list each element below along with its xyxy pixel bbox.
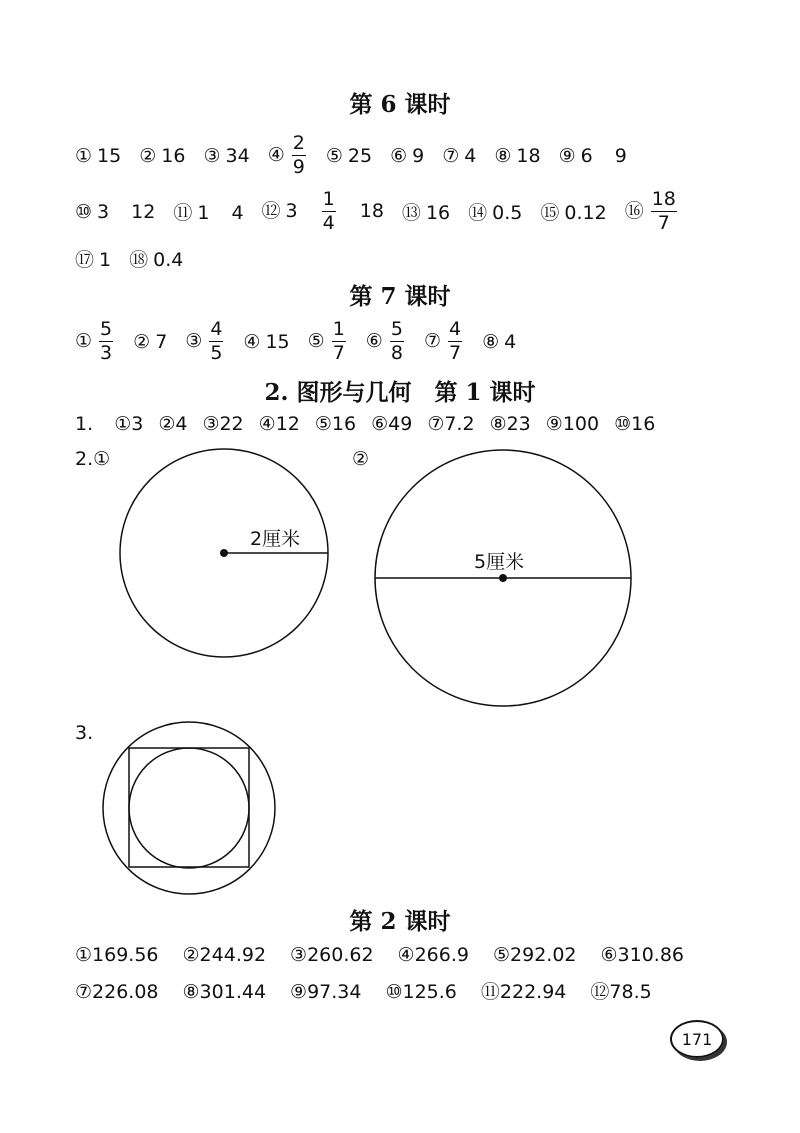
answer-value: 1 (197, 202, 210, 224)
q3-label: 3. (75, 722, 94, 744)
fraction-numerator: 4 (448, 318, 462, 340)
answer-marker: ⑯ (624, 200, 644, 222)
radius-label: 2厘米 (250, 528, 301, 550)
fraction-denominator: 8 (390, 342, 403, 364)
fraction-numerator: 5 (390, 318, 403, 340)
answer-value: 0.4 (153, 249, 184, 271)
answer-marker: ⑪ (173, 202, 193, 224)
lesson2-answer: ①169.56 (75, 944, 159, 966)
answer-value: 4 (231, 202, 244, 224)
fraction-denominator: 3 (100, 342, 113, 364)
q1-answer: ①3 (114, 413, 144, 435)
fraction-denominator: 4 (322, 212, 335, 234)
answer-value: 9 (412, 144, 425, 167)
answer-value: 7 (155, 330, 168, 353)
page-number: 171 (670, 1020, 724, 1058)
fraction-numerator: 18 (651, 188, 676, 210)
answer-value: 18 (359, 200, 384, 222)
q1-answer: ⑥49 (371, 413, 413, 435)
q1-answer: ⑦7.2 (427, 413, 475, 435)
answer-marker: ③ (185, 330, 203, 352)
fraction-numerator: 4 (210, 318, 223, 340)
answer-value: 4 (464, 144, 477, 167)
lesson2-answer: ⑧301.44 (182, 981, 267, 1003)
q2-label: 2.① (75, 448, 111, 470)
q1-answer: ⑩16 (614, 413, 656, 435)
lesson6-title: 第 6 课时 (349, 91, 451, 118)
answer-value: 25 (347, 144, 373, 167)
answer-marker: ⑬ (401, 202, 421, 224)
center-dot-1 (220, 549, 228, 557)
center-dot-2 (499, 574, 507, 582)
answer-marker: ④ (267, 144, 285, 166)
answer-value: 6 (580, 144, 593, 167)
fraction-numerator: 5 (100, 318, 113, 340)
lesson2-title: 第 2 课时 (349, 908, 451, 935)
q1-answer: ④12 (258, 413, 300, 435)
answer-value: 16 (161, 144, 186, 167)
answer-marker: ⑦ (442, 144, 460, 167)
fraction-denominator: 9 (292, 156, 305, 178)
answer-marker: ⑩ (75, 200, 93, 223)
answer-value: 3 (97, 200, 110, 223)
q2-label-2: ② (352, 448, 370, 470)
fraction-denominator: 7 (448, 342, 462, 364)
fraction-denominator: 5 (210, 342, 223, 364)
answer-marker: ⑤ (325, 144, 343, 167)
lesson7-title: 第 7 课时 (349, 283, 451, 310)
answer-marker: ⑧ (494, 144, 512, 167)
lesson2-answer: ②244.92 (182, 944, 267, 966)
answer-marker: ③ (203, 144, 221, 167)
answer-marker: ② (139, 144, 157, 167)
answer-marker: ⑱ (129, 249, 149, 271)
fraction-denominator: 7 (657, 212, 670, 234)
answer-marker: ⑥ (390, 144, 408, 167)
answer-marker: ① (75, 330, 93, 352)
lesson2-answer: ⑪222.94 (480, 981, 567, 1003)
fraction-numerator: 1 (322, 188, 335, 210)
q1-answer: ⑧23 (489, 413, 531, 435)
answer-marker: ⑦ (423, 330, 441, 352)
q1-answer: ②4 (158, 413, 188, 435)
answer-marker: ⑮ (540, 202, 560, 224)
answer-value: 16 (425, 202, 451, 224)
fraction-numerator: 1 (332, 318, 345, 340)
answer-value: 18 (516, 144, 541, 167)
answer-value: 9 (614, 144, 627, 167)
lesson2-row2 (75, 977, 676, 1004)
answer-marker: ⑧ (482, 330, 500, 353)
lesson2-answer: ⑨97.34 (290, 981, 362, 1003)
answer-marker: ⑤ (307, 330, 325, 352)
answer-value: 0.5 (492, 202, 523, 224)
answer-value: 1 (99, 249, 112, 271)
fraction-numerator: 2 (292, 132, 305, 154)
answer-value: 12 (131, 200, 156, 223)
answer-marker: ⑨ (558, 144, 576, 167)
answer-marker: ④ (243, 330, 261, 353)
answer-marker: ⑫ (261, 200, 281, 222)
answer-value: 15 (265, 330, 290, 353)
answer-marker: ② (133, 330, 151, 353)
answer-value: 34 (225, 144, 250, 167)
answer-value: 15 (97, 144, 122, 167)
lesson2-answer: ⑥310.86 (600, 944, 685, 966)
geometry-title: 2. 图形与几何 第 1 课时 (264, 379, 536, 406)
q1-answer: ⑤16 (314, 413, 357, 435)
q1-answer: ⑨100 (545, 413, 600, 435)
answer-value: 4 (504, 330, 517, 353)
answer-marker: ⑰ (75, 249, 95, 271)
fraction-denominator: 7 (332, 342, 345, 364)
lesson2-row1 (75, 944, 708, 966)
answer-value: 0.12 (564, 202, 607, 224)
lesson2-answer: ③260.62 (290, 944, 374, 966)
answer-marker: ① (75, 144, 93, 167)
lesson2-answer: ⑫78.5 (590, 981, 652, 1003)
answer-marker: ⑭ (468, 202, 488, 224)
inner-circle (129, 748, 249, 868)
lesson2-answer: ⑤292.02 (492, 944, 577, 966)
lesson2-answer: ⑦226.08 (75, 981, 159, 1003)
diameter-label: 5厘米 (474, 551, 525, 573)
q1-answer: ③22 (202, 413, 244, 435)
answer-value: 3 (285, 200, 298, 222)
lesson2-answer: ④266.9 (397, 944, 469, 966)
answer-marker: ⑥ (365, 330, 383, 352)
q1-label: 1. (75, 413, 94, 435)
lesson2-answer: ⑩125.6 (385, 981, 457, 1003)
